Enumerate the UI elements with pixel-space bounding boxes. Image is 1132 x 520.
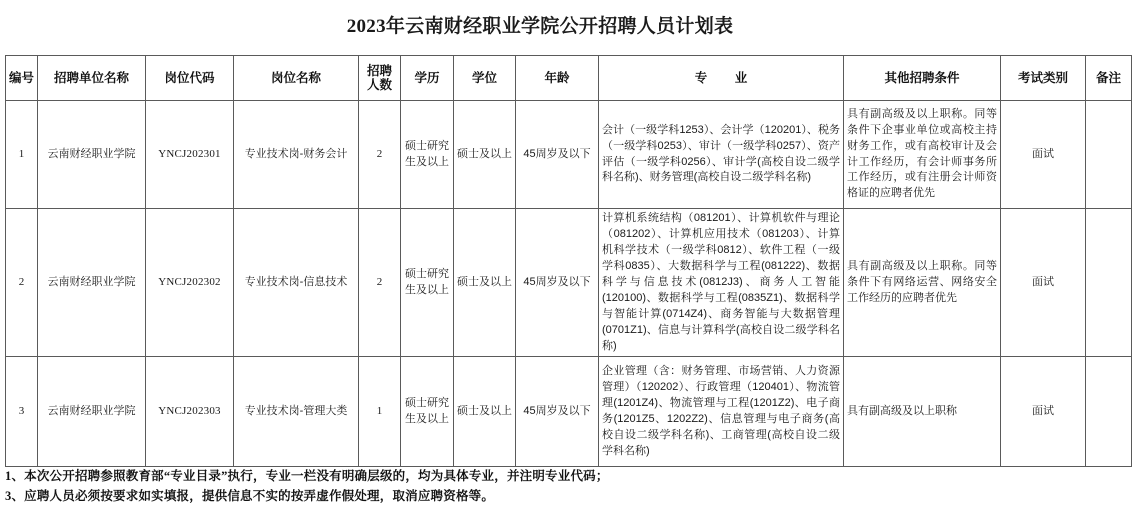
column-header-age: 年龄 bbox=[516, 56, 599, 101]
column-header-major: 专 业 bbox=[599, 56, 844, 101]
table-row bbox=[6, 101, 1132, 209]
cell-education: 硕士研究生及以上 bbox=[401, 101, 454, 209]
cell-exam-type: 面试 bbox=[1001, 209, 1086, 357]
cell-age: 45周岁及以下 bbox=[516, 209, 599, 357]
cell-remark bbox=[1086, 209, 1132, 357]
cell-index: 3 bbox=[6, 357, 38, 467]
cell-remark bbox=[1086, 101, 1132, 209]
column-header-count-line1: 招聘 bbox=[366, 63, 392, 78]
table-row bbox=[6, 357, 1132, 467]
table-row bbox=[6, 209, 1132, 357]
cell-major: 企业管理（含：财务管理、市场营销、人力资源管理）（120202）、行政管理（120401）、物流管理(1201Z4)、物流管理与工程(1201Z2)、电子商务(1201Z5、1202Z2)、信息管理与电子商务(高校自设二级学科名称)、工商管理(高校自设二级学科名称) bbox=[599, 357, 844, 467]
footnotes bbox=[5, 466, 1005, 507]
column-header-other-conditions: 其他招聘条件 bbox=[844, 56, 1001, 101]
cell-exam-type: 面试 bbox=[1001, 101, 1086, 209]
cell-major: 计算机系统结构（081201）、计算机软件与理论（081202）、计算机应用技术（081203）、计算机科学技术（一级学科0812）、软件工程（一级学科0835）、大数据科学与工程(081222)、数据科学与信息技术(0812J3)、商务人工智能(120100)、数据科学与工程(0835Z1)、数据科学与智能计算(0714Z4)、商务智能与大数据管理(0701Z1)、信息与计算科学(高校自设二级学科名称) bbox=[599, 209, 844, 357]
cell-unit: 云南财经职业学院 bbox=[38, 209, 146, 357]
cell-index: 1 bbox=[6, 101, 38, 209]
cell-education: 硕士研究生及以上 bbox=[401, 357, 454, 467]
cell-position-code: YNCJ202301 bbox=[146, 101, 234, 209]
column-header-unit: 招聘单位名称 bbox=[38, 56, 146, 101]
cell-age: 45周岁及以下 bbox=[516, 357, 599, 467]
cell-degree: 硕士及以上 bbox=[454, 209, 516, 357]
cell-position-name: 专业技术岗-管理大类 bbox=[234, 357, 359, 467]
column-header-degree: 学位 bbox=[454, 56, 516, 101]
cell-degree: 硕士及以上 bbox=[454, 101, 516, 209]
cell-other-conditions: 具有副高级及以上职称。同等条件下企事业单位或高校主持财务工作，或有高校审计及会计工作经历，有会计师事务所工作经历，或有注册会计师资格证的应聘者优先 bbox=[844, 101, 1001, 209]
cell-degree: 硕士及以上 bbox=[454, 357, 516, 467]
table-header-row bbox=[6, 56, 1132, 101]
column-header-count bbox=[359, 56, 401, 101]
cell-count: 2 bbox=[359, 209, 401, 357]
footnote-1: 1、本次公开招聘参照教育部“专业目录”执行，专业一栏没有明确层级的，均为具体专业，并注明专业代码； bbox=[5, 469, 609, 483]
cell-education: 硕士研究生及以上 bbox=[401, 209, 454, 357]
cell-age: 45周岁及以下 bbox=[516, 101, 599, 209]
page-title: 2023年云南财经职业学院公开招聘人员计划表 bbox=[346, 16, 734, 37]
column-header-remark: 备注 bbox=[1086, 56, 1132, 101]
cell-remark bbox=[1086, 357, 1132, 467]
cell-major: 会计（一级学科1253）、会计学（120201）、税务（一级学科0253）、审计（一级学科0257）、资产评估（一级学科0256）、审计学(高校自设二级学科名称)、财务管理(高校自设二级学科名称) bbox=[599, 101, 844, 209]
cell-count: 2 bbox=[359, 101, 401, 209]
recruitment-plan-table bbox=[5, 55, 1132, 467]
footnote-3: 3、应聘人员必须按要求如实填报，提供信息不实的按弄虚作假处理，取消应聘资格等。 bbox=[5, 489, 495, 504]
column-header-position-code: 岗位代码 bbox=[146, 56, 234, 101]
column-header-education: 学历 bbox=[401, 56, 454, 101]
cell-position-code: YNCJ202303 bbox=[146, 357, 234, 467]
cell-unit: 云南财经职业学院 bbox=[38, 101, 146, 209]
cell-exam-type: 面试 bbox=[1001, 357, 1086, 467]
column-header-index: 编号 bbox=[6, 56, 38, 101]
cell-position-name: 专业技术岗-财务会计 bbox=[234, 101, 359, 209]
cell-unit: 云南财经职业学院 bbox=[38, 357, 146, 467]
cell-position-name: 专业技术岗-信息技术 bbox=[234, 209, 359, 357]
column-header-count-line2: 人数 bbox=[366, 78, 392, 92]
cell-other-conditions: 具有副高级及以上职称 bbox=[844, 357, 1001, 467]
cell-other-conditions: 具有副高级及以上职称。同等条件下有网络运营、网络安全工作经历的应聘者优先 bbox=[844, 209, 1001, 357]
cell-index: 2 bbox=[6, 209, 38, 357]
column-header-exam-type: 考试类别 bbox=[1001, 56, 1086, 101]
cell-position-code: YNCJ202302 bbox=[146, 209, 234, 357]
column-header-position-name: 岗位名称 bbox=[234, 56, 359, 101]
cell-count: 1 bbox=[359, 357, 401, 467]
